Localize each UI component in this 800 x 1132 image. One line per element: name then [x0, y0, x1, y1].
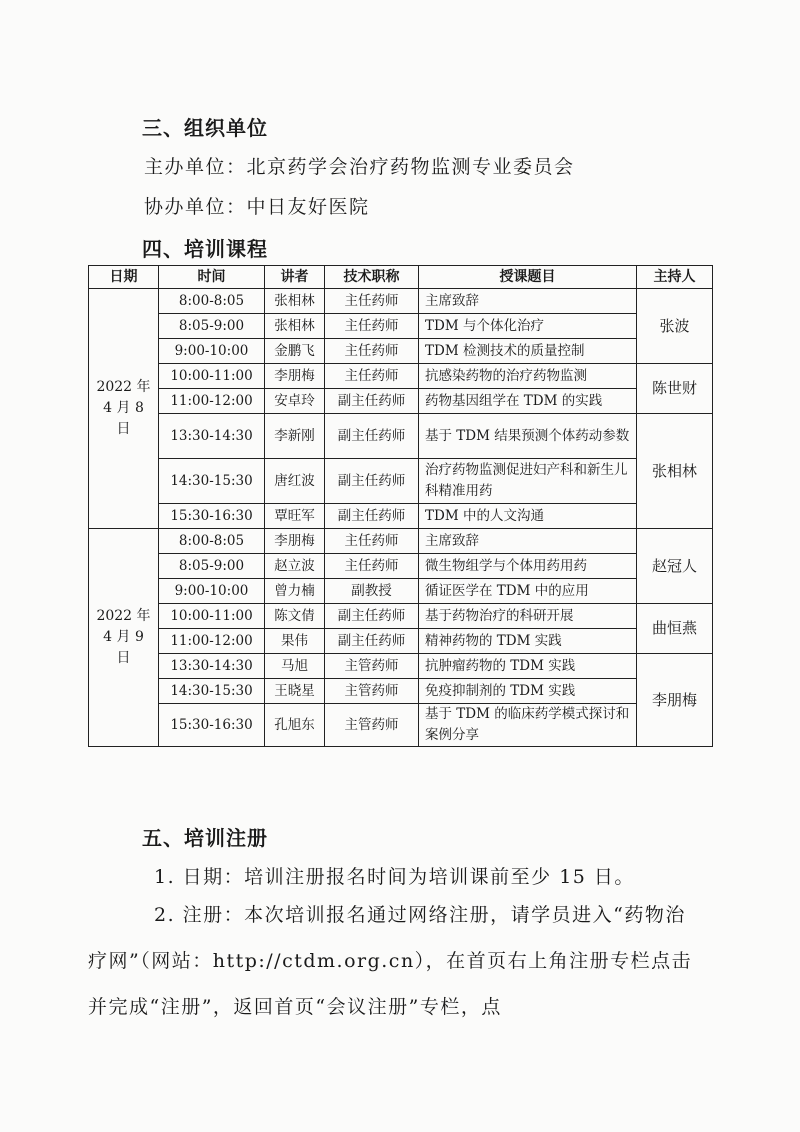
- speaker-cell: 张相林: [265, 314, 325, 339]
- speaker-cell: 张相林: [265, 289, 325, 314]
- date-year: 2022 年: [96, 608, 151, 624]
- table-row: [89, 579, 713, 604]
- host-cell: 张相林: [637, 414, 713, 529]
- header-speaker: 讲者: [265, 266, 325, 289]
- title-cell: 主管药师: [325, 704, 419, 747]
- title-cell: 副主任药师: [325, 504, 419, 529]
- time-cell: 14:30-15:30: [159, 679, 265, 704]
- time-cell: 8:00-8:05: [159, 529, 265, 554]
- speaker-cell: 马旭: [265, 654, 325, 679]
- table-row: [89, 679, 713, 704]
- topic-cell: TDM 检测技术的质量控制: [419, 339, 637, 364]
- topic-cell: 主席致辞: [419, 289, 637, 314]
- header-topic: 授课题目: [419, 266, 637, 289]
- speaker-cell: 李新刚: [265, 414, 325, 459]
- title-cell: 主任药师: [325, 364, 419, 389]
- topic-cell: 精神药物的 TDM 实践: [419, 629, 637, 654]
- date-cell-day2: [89, 529, 159, 747]
- table-row: [89, 554, 713, 579]
- time-cell: 8:05-9:00: [159, 554, 265, 579]
- topic-cell: 基于 TDM 结果预测个体药动参数: [419, 414, 637, 459]
- time-cell: 10:00-11:00: [159, 604, 265, 629]
- title-cell: 主管药师: [325, 679, 419, 704]
- title-cell: 主任药师: [325, 314, 419, 339]
- topic-cell: 治疗药物监测促进妇产科和新生儿科精准用药: [419, 459, 637, 504]
- table-row: [89, 704, 713, 747]
- title-cell: 主任药师: [325, 529, 419, 554]
- topic-cell: 基于 TDM 的临床药学模式探讨和案例分享: [419, 704, 637, 747]
- time-cell: 11:00-12:00: [159, 629, 265, 654]
- date-day: 4 月 9 日: [103, 629, 144, 666]
- date-year: 2022 年: [96, 379, 151, 395]
- registration-date-item: 1. 日期：培训注册报名时间为培训课前至少 15 日。: [154, 866, 635, 888]
- table-row: [89, 389, 713, 414]
- header-time: 时间: [159, 266, 265, 289]
- speaker-cell: 果伟: [265, 629, 325, 654]
- table-row: [89, 654, 713, 679]
- section-5-heading: 五、培训注册: [142, 826, 268, 850]
- speaker-cell: 李朋梅: [265, 364, 325, 389]
- topic-cell: TDM 与个体化治疗: [419, 314, 637, 339]
- time-cell: 9:00-10:00: [159, 579, 265, 604]
- table-row: [89, 314, 713, 339]
- title-cell: 主任药师: [325, 289, 419, 314]
- topic-cell: 基于药物治疗的科研开展: [419, 604, 637, 629]
- speaker-cell: 安卓玲: [265, 389, 325, 414]
- table-row: [89, 414, 713, 459]
- time-cell: 8:00-8:05: [159, 289, 265, 314]
- title-cell: 副教授: [325, 579, 419, 604]
- date-day: 4 月 8 日: [103, 400, 144, 437]
- time-cell: 13:30-14:30: [159, 414, 265, 459]
- topic-cell: 药物基因组学在 TDM 的实践: [419, 389, 637, 414]
- title-cell: 主任药师: [325, 554, 419, 579]
- section-3-heading: 三、组织单位: [142, 116, 268, 140]
- header-host: 主持人: [637, 266, 713, 289]
- table-row: [89, 289, 713, 314]
- section-4-heading: 四、培训课程: [142, 237, 268, 261]
- registration-method-item: 2. 注册：本次培训报名通过网络注册，请学员进入“药物治疗网”（网站：http://ctdm.org.cn），在首页右上角注册专栏点击并完成“注册”，返回首页“会议注册”专栏，点: [88, 904, 693, 1018]
- speaker-cell: 曾力楠: [265, 579, 325, 604]
- speaker-cell: 孔旭东: [265, 704, 325, 747]
- time-cell: 14:30-15:30: [159, 459, 265, 504]
- co-organizer: 协办单位：中日友好医院: [144, 196, 370, 218]
- speaker-cell: 王晓星: [265, 679, 325, 704]
- topic-cell: 循证医学在 TDM 中的应用: [419, 579, 637, 604]
- table-row: [89, 529, 713, 554]
- title-cell: 副主任药师: [325, 459, 419, 504]
- topic-cell: 微生物组学与个体用药用药: [419, 554, 637, 579]
- topic-cell: 主席致辞: [419, 529, 637, 554]
- host-cell: 陈世财: [637, 364, 713, 414]
- topic-cell: 抗感染药物的治疗药物监测: [419, 364, 637, 389]
- time-cell: 15:30-16:30: [159, 504, 265, 529]
- table-row: [89, 339, 713, 364]
- title-cell: 副主任药师: [325, 414, 419, 459]
- host-cell: 曲恒燕: [637, 604, 713, 654]
- title-cell: 副主任药师: [325, 604, 419, 629]
- speaker-cell: 陈文倩: [265, 604, 325, 629]
- time-cell: 9:00-10:00: [159, 339, 265, 364]
- title-cell: 副主任药师: [325, 629, 419, 654]
- time-cell: 8:05-9:00: [159, 314, 265, 339]
- table-row: [89, 504, 713, 529]
- topic-cell: TDM 中的人文沟通: [419, 504, 637, 529]
- table-row: [89, 364, 713, 389]
- host-cell: 赵冠人: [637, 529, 713, 604]
- title-cell: 主管药师: [325, 654, 419, 679]
- time-cell: 15:30-16:30: [159, 704, 265, 747]
- topic-cell: 免疫抑制剂的 TDM 实践: [419, 679, 637, 704]
- host-organizer: 主办单位：北京药学会治疗药物监测专业委员会: [144, 156, 575, 178]
- time-cell: 10:00-11:00: [159, 364, 265, 389]
- table-header-row: [89, 266, 713, 289]
- course-schedule-table: [88, 265, 713, 747]
- host-cell: 张波: [637, 289, 713, 364]
- speaker-cell: 唐红波: [265, 459, 325, 504]
- table-row: [89, 604, 713, 629]
- title-cell: 主任药师: [325, 339, 419, 364]
- time-cell: 11:00-12:00: [159, 389, 265, 414]
- title-cell: 副主任药师: [325, 389, 419, 414]
- speaker-cell: 赵立波: [265, 554, 325, 579]
- time-cell: 13:30-14:30: [159, 654, 265, 679]
- speaker-cell: 覃旺军: [265, 504, 325, 529]
- header-date: 日期: [89, 266, 159, 289]
- topic-cell: 抗肿瘤药物的 TDM 实践: [419, 654, 637, 679]
- host-cell: 李朋梅: [637, 654, 713, 747]
- table-row: [89, 629, 713, 654]
- date-cell-day1: [89, 289, 159, 529]
- speaker-cell: 金鹏飞: [265, 339, 325, 364]
- speaker-cell: 李朋梅: [265, 529, 325, 554]
- header-title: 技术职称: [325, 266, 419, 289]
- table-row: [89, 459, 713, 504]
